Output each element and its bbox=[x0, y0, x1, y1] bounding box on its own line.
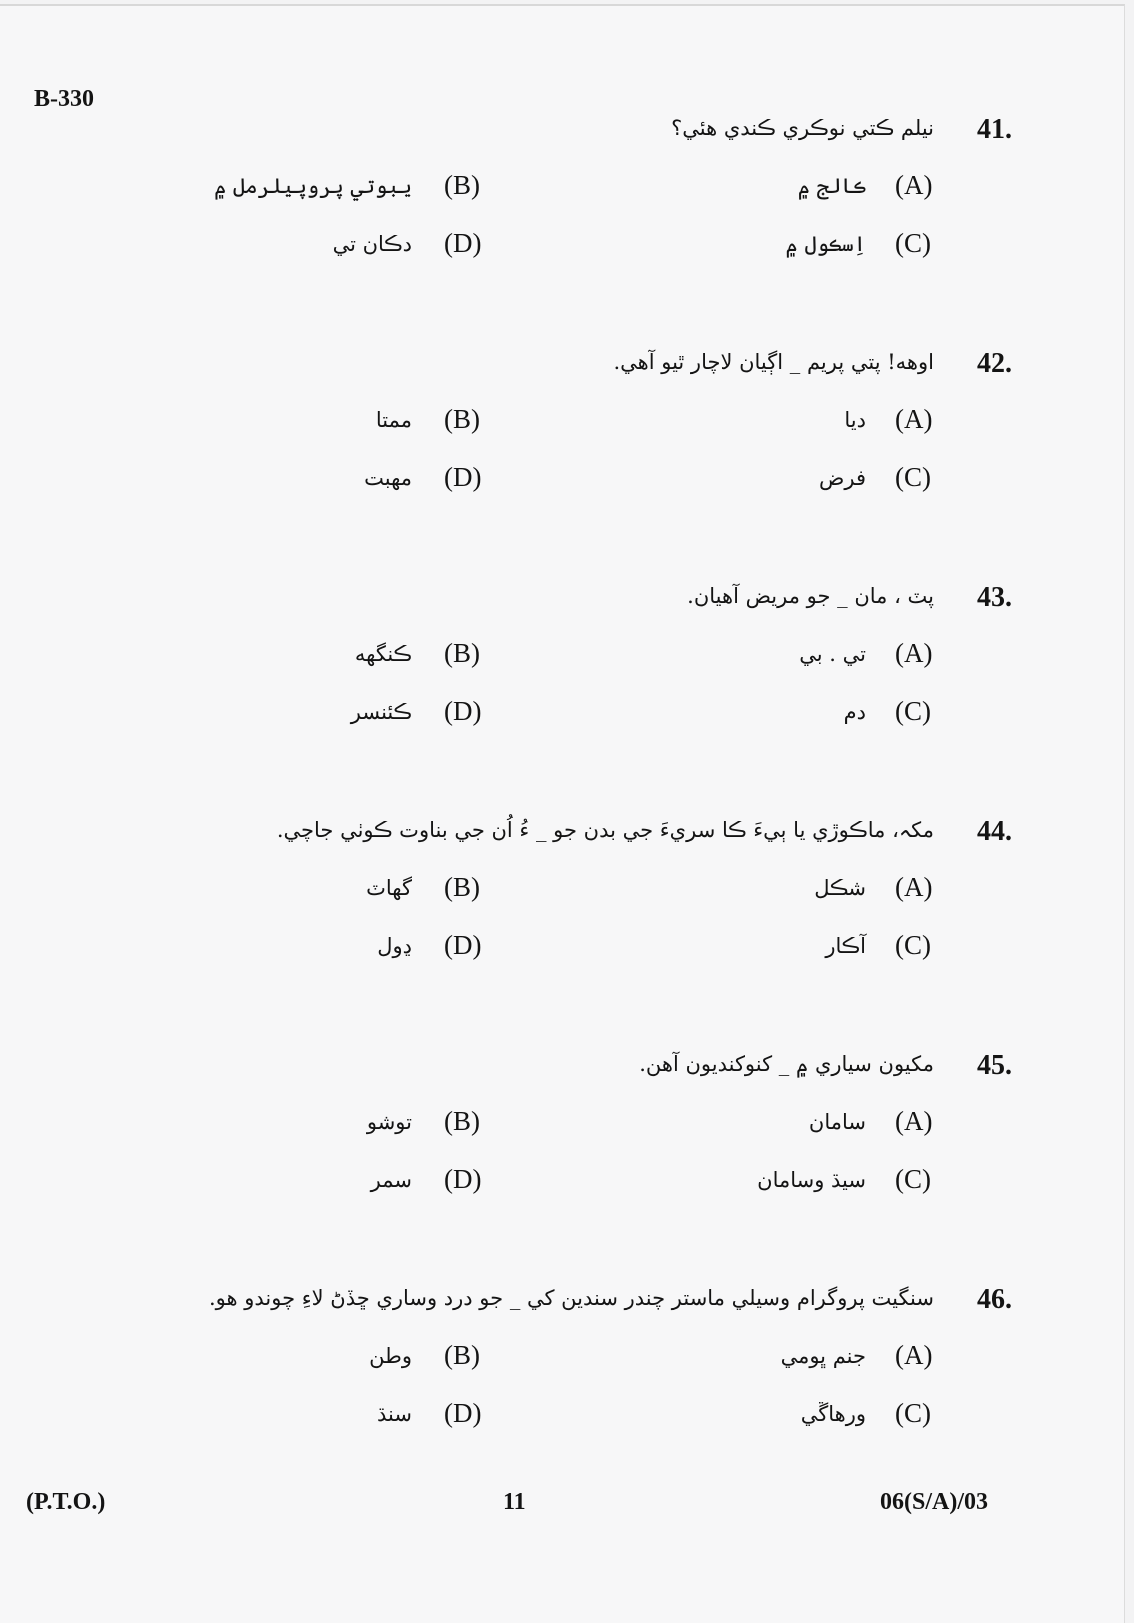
question-text: مکيون سياري ۾ _ کنوکنديون آهن. bbox=[639, 1052, 934, 1076]
option-letter: (D) bbox=[444, 930, 482, 960]
option-letter: (D) bbox=[444, 696, 482, 726]
question-number: 43. bbox=[977, 582, 1012, 613]
option-text: ڪنگهه bbox=[354, 642, 412, 666]
question-number: 45. bbox=[977, 1050, 1012, 1081]
option-text: مهبت bbox=[364, 466, 412, 490]
option-text: ورهاڱي bbox=[800, 1402, 866, 1426]
option-letter: (B) bbox=[444, 1106, 480, 1136]
option-letter: (B) bbox=[444, 1340, 480, 1370]
question-45 bbox=[0, 1050, 1124, 1250]
option-text: سمر bbox=[370, 1168, 412, 1192]
option-text: جنم ڀومي bbox=[780, 1344, 866, 1368]
option-b bbox=[0, 1106, 1124, 1142]
option-d bbox=[0, 1398, 1124, 1434]
option-text: سنڌ bbox=[377, 1402, 412, 1426]
question-text: پٽ ، مان _ جو مريض آهيان. bbox=[687, 584, 934, 608]
option-text: دڪان تي bbox=[332, 232, 412, 256]
question-number: 44. bbox=[977, 816, 1012, 847]
option-d bbox=[0, 930, 1124, 966]
option-d bbox=[0, 696, 1124, 732]
option-text: تي . بي bbox=[799, 642, 866, 666]
question-41 bbox=[0, 114, 1124, 314]
option-text: وطن bbox=[369, 1344, 412, 1368]
option-text: ڪئنسر bbox=[350, 700, 412, 724]
option-letter: (A) bbox=[895, 1106, 933, 1136]
option-letter: (B) bbox=[444, 872, 480, 902]
option-text: اِسڪول ۾ bbox=[785, 232, 866, 256]
question-46 bbox=[0, 1284, 1124, 1484]
option-d bbox=[0, 1164, 1124, 1200]
option-text: يبوتي پروپيلرمل ۾ bbox=[214, 174, 412, 198]
option-text: توشو bbox=[366, 1110, 412, 1134]
option-text: ديا bbox=[844, 408, 866, 432]
option-letter: (C) bbox=[895, 930, 931, 960]
option-letter: (B) bbox=[444, 170, 480, 200]
option-letter: (D) bbox=[444, 228, 482, 258]
option-letter: (B) bbox=[444, 638, 480, 668]
question-number: 41. bbox=[977, 114, 1012, 145]
option-letter: (D) bbox=[444, 462, 482, 492]
option-d bbox=[0, 228, 1124, 264]
option-letter: (A) bbox=[895, 872, 933, 902]
question-text: سنگيت پروگرام وسيلي ماستر چندر سندين کي _ جو درد وساري ڇڏڻ لاءِ چوندو هو. bbox=[208, 1286, 934, 1310]
option-letter: (C) bbox=[895, 1164, 931, 1194]
question-number: 42. bbox=[977, 348, 1012, 379]
question-43 bbox=[0, 582, 1124, 782]
question-number: 46. bbox=[977, 1284, 1012, 1315]
option-letter: (C) bbox=[895, 462, 931, 492]
option-b bbox=[0, 872, 1124, 908]
option-text: دم bbox=[843, 700, 866, 724]
option-letter: (D) bbox=[444, 1398, 482, 1428]
page-number: 11 bbox=[503, 1489, 526, 1515]
option-text: سيڌ وسامان bbox=[757, 1168, 866, 1192]
paper-code: B-330 bbox=[34, 86, 94, 112]
question-text: مکہ، ماڪوڙي يا ٻيءَ ڪا سريءَ جي بدن جو _ ءُ اُن جي بناوت ڪوٺي جاچي. bbox=[276, 818, 934, 842]
option-letter: (A) bbox=[895, 1340, 933, 1370]
question-42 bbox=[0, 348, 1124, 548]
option-text: سامان bbox=[808, 1110, 866, 1134]
question-text: اوهه! پتي پريم _ اڳيان لاچار ٿيو آهي. bbox=[613, 350, 934, 374]
option-letter: (B) bbox=[444, 404, 480, 434]
option-b bbox=[0, 170, 1124, 206]
question-text: نيلم ڪتي نوڪري ڪندي هئي؟ bbox=[671, 116, 934, 140]
option-b bbox=[0, 404, 1124, 440]
option-text: ممتا bbox=[375, 408, 412, 432]
option-letter: (C) bbox=[895, 1398, 931, 1428]
exam-page bbox=[0, 4, 1125, 1623]
option-letter: (D) bbox=[444, 1164, 482, 1194]
option-text: آڪار bbox=[825, 934, 866, 958]
option-text: گهاٽ bbox=[366, 876, 412, 900]
option-letter: (A) bbox=[895, 404, 933, 434]
option-text: فرض bbox=[818, 466, 866, 490]
option-text: ڪالج ۾ bbox=[797, 174, 866, 198]
option-letter: (C) bbox=[895, 228, 931, 258]
option-d bbox=[0, 462, 1124, 498]
option-text: ڍول bbox=[377, 934, 412, 958]
question-44 bbox=[0, 816, 1124, 1016]
option-letter: (A) bbox=[895, 638, 933, 668]
paper-reference: 06(S/A)/03 bbox=[880, 1489, 988, 1515]
option-letter: (A) bbox=[895, 170, 933, 200]
option-letter: (C) bbox=[895, 696, 931, 726]
pto-label: (P.T.O.) bbox=[26, 1489, 106, 1515]
option-text: شڪل bbox=[814, 876, 866, 900]
option-b bbox=[0, 638, 1124, 674]
option-b bbox=[0, 1340, 1124, 1376]
